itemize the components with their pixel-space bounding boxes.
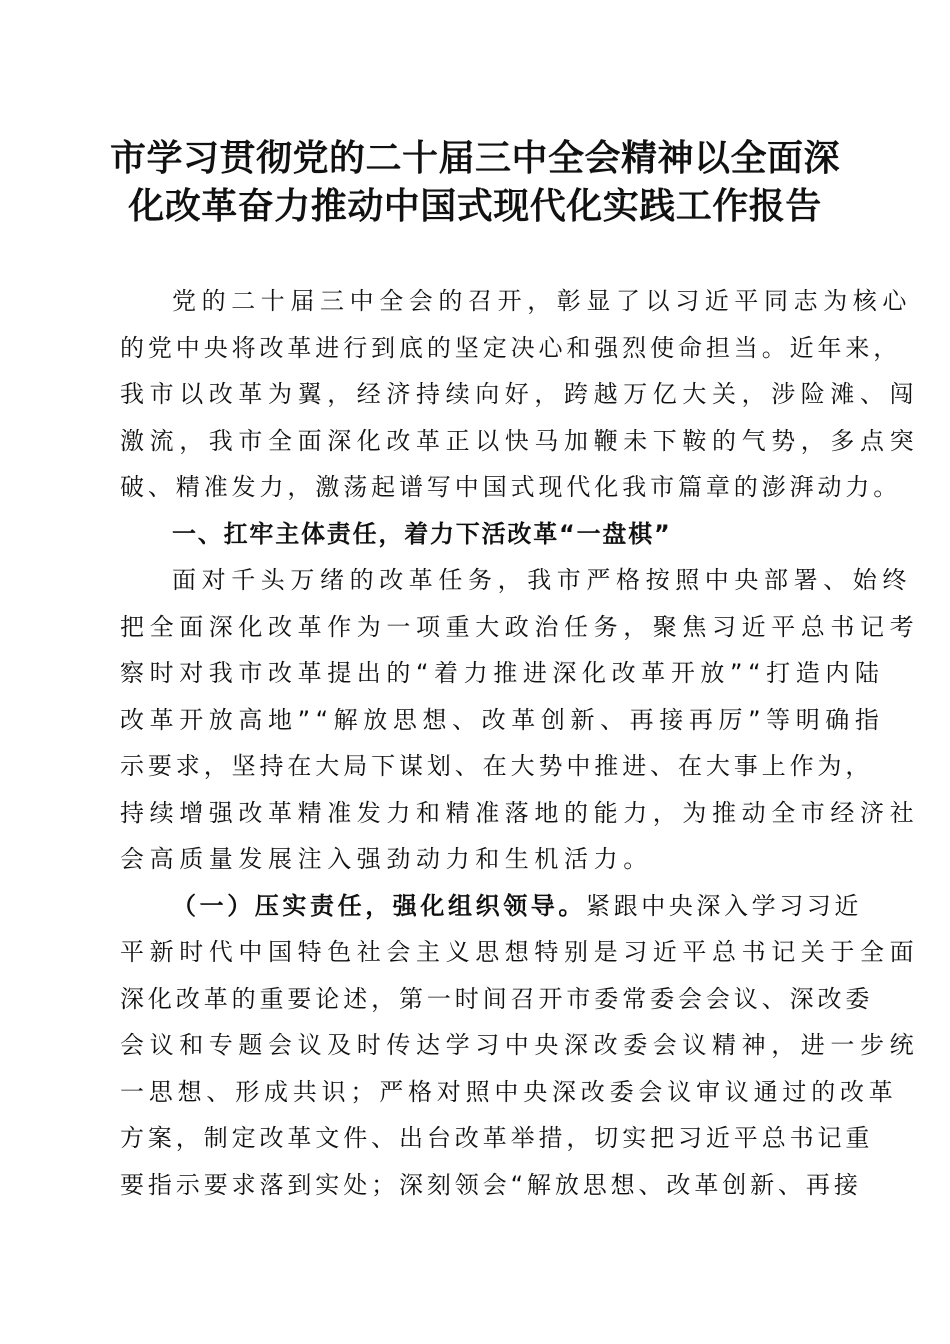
section-heading: 一、扛牢主体责任，着力下活改革“一盘棋” <box>172 519 672 548</box>
text-line: 会高质量发展注入强劲动力和生机活力。 <box>120 845 653 873</box>
text-line: 党的二十届三中全会的召开，彰显了以习近平同志为核心 <box>172 287 912 315</box>
text-line: 的党中央将改革进行到底的坚定决心和强烈使命担当。近年来， <box>120 333 902 362</box>
text-line: 示要求，坚持在大局下谋划、在大势中推进、在大事上作为， <box>120 752 874 780</box>
text-line: 破、精准发力，激荡起谱写中国式现代化我市篇章的澎湃动力。 <box>120 473 902 501</box>
text-line: 察时对我市改革提出的“着力推进深化改革开放”“打造内陆 <box>120 659 885 687</box>
title-line: 市学习贯彻党的二十届三中全会精神以全面深 <box>109 137 840 179</box>
text-line <box>120 883 862 930</box>
text-fragment: 紧跟中央深入学习习近 <box>586 891 862 920</box>
paragraph-subsection-1 <box>120 883 920 1209</box>
title-line: 化改革奋力推动中国式现代化实践工作报告 <box>128 185 822 227</box>
document-title <box>100 134 850 230</box>
text-line: 会议和专题会议及时传达学习中央深改委会议精神，进一步统 <box>120 1031 920 1059</box>
text-line: 要指示要求落到实处；深刻领会“解放思想、改革创新、再接 <box>120 1170 862 1199</box>
text-line: 面对千头万绪的改革任务，我市严格按照中央部署、始终 <box>172 566 912 594</box>
text-line: 平新时代中国特色社会主义思想特别是习近平总书记关于全面 <box>120 938 920 966</box>
text-line: 把全面深化改革作为一项重大政治任务，聚焦习近平总书记考 <box>120 612 920 641</box>
text-line: 方案，制定改革文件、出台改革举措，切实把习近平总书记重 <box>120 1124 874 1152</box>
text-line: 持续增强改革精准发力和精准落地的能力，为推动全市经济社 <box>120 798 920 827</box>
text-line: 一思想、形成共识；严格对照中央深改委会议审议通过的改革 <box>120 1077 898 1106</box>
document-body <box>120 278 920 1208</box>
paragraph-intro <box>120 278 920 511</box>
text-line: 深化改革的重要论述，第一时间召开市委常委会会议、深改委 <box>120 984 874 1013</box>
text-line: 我市以改革为翼，经济持续向好，跨越万亿大关，涉险滩、闯 <box>120 380 920 408</box>
text-line: 激流，我市全面深化改革正以快马加鞭未下鞍的气势，多点突 <box>120 426 920 455</box>
paragraph-section-1 <box>120 557 920 883</box>
subsection-heading: （一）压实责任，强化组织领导。 <box>172 891 586 920</box>
text-line: 改革开放高地”“解放思想、改革创新、再接再厉”等明确指 <box>120 705 885 734</box>
